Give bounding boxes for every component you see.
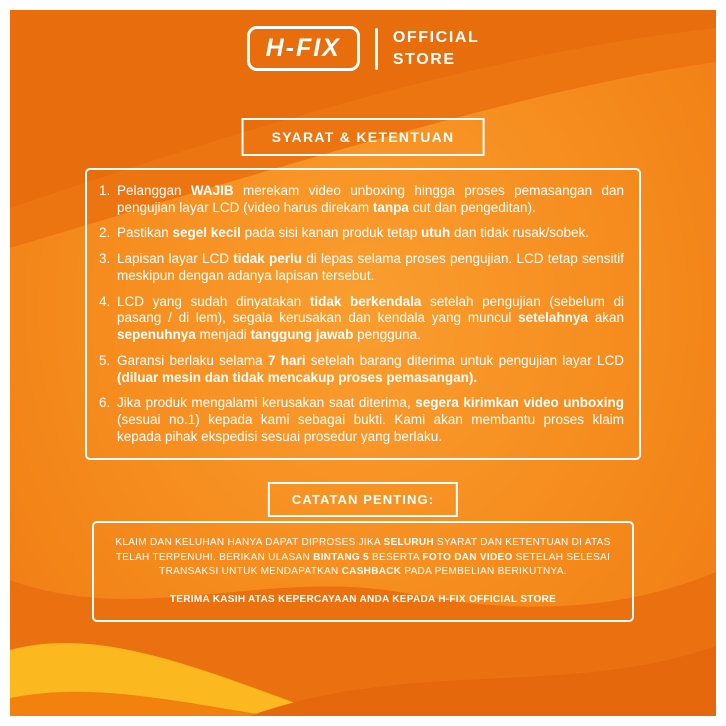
terms-title-box — [242, 118, 485, 156]
terms-title: SYARAT & KETENTUAN — [271, 129, 455, 145]
term-item — [99, 395, 624, 445]
term-item — [99, 251, 624, 284]
term-item — [99, 183, 624, 216]
term-number: 4. — [99, 293, 111, 309]
term-text: Jika produk mengalami kerusakan saat diterima, segera kirimkan video unboxing (sesuai no.1) kepada kami sebagai bukti. Kami akan membantu proses klaim kepada pihak ekspedisi sesuai prosedur yang berlaku. — [117, 395, 625, 444]
term-number: 6. — [99, 395, 111, 411]
term-text: Garansi berlaku selama 7 hari setelah barang diterima untuk pengujian layar LCD (diluar mesin dan tidak mencakup proses pemasangan). — [117, 352, 624, 385]
term-number: 3. — [99, 251, 111, 267]
term-number: 1. — [99, 183, 111, 198]
term-item — [99, 353, 624, 386]
header-divider — [375, 28, 378, 70]
term-number: 2. — [99, 225, 111, 241]
store-label-line1: OFFICIAL — [392, 29, 480, 47]
note-body: KLAIM DAN KELUHAN HANYA DAPAT DIPROSES JIKA SELURUH SYARAT DAN KETENTUAN DI ATAS TELAH TERPENUHI. BERIKAN ULASAN BINTANG 5 BESERTA FOTO DAN VIDEO SETELAH SELESAI TRANSAKSI UNTUK MENDAPATKAN CASHBACK PADA PEMBELIAN BERIKUTNYA. — [115, 537, 611, 577]
store-label — [393, 27, 480, 69]
term-text: Lapisan layar LCD tidak perlu di lepas selama proses pengujian. LCD tetap sensitif meskipun dengan adanya lapisan tersebut. — [117, 251, 625, 283]
note-box — [92, 521, 634, 622]
term-item — [99, 225, 624, 242]
poster-canvas — [10, 10, 716, 716]
store-label-line2: STORE — [392, 50, 456, 68]
term-item — [99, 294, 624, 344]
terms-box — [85, 168, 641, 460]
note-thanks: TERIMA KASIH ATAS KEPERCAYAAN ANDA KEPADA H-FIX OFFICIAL STORE — [169, 593, 557, 605]
term-number: 5. — [99, 352, 111, 368]
note-title: CATATAN PENTING: — [291, 492, 435, 507]
hfix-logo — [247, 26, 360, 71]
note-title-box — [268, 482, 458, 517]
term-text: LCD yang sudah dinyatakan tidak berkendala setelah pengujian (sebelum di pasang / di lem), segala kerusakan dan kendala yang muncul setelahnya akan sepenuhnya menjadi tanggung jawab pengguna. — [117, 293, 625, 343]
term-text: Pelanggan WAJIB merekam video unboxing hingga proses pemasangan dan pengujian layar LCD (video harus direkam tanpa cut dan pengeditan). — [117, 183, 625, 215]
hfix-logo-text: H-FIX — [265, 34, 341, 62]
term-text: Pastikan segel kecil pada sisi kanan produk tetap utuh dan tidak rusak/sobek. — [117, 225, 590, 241]
store-header — [10, 26, 716, 71]
